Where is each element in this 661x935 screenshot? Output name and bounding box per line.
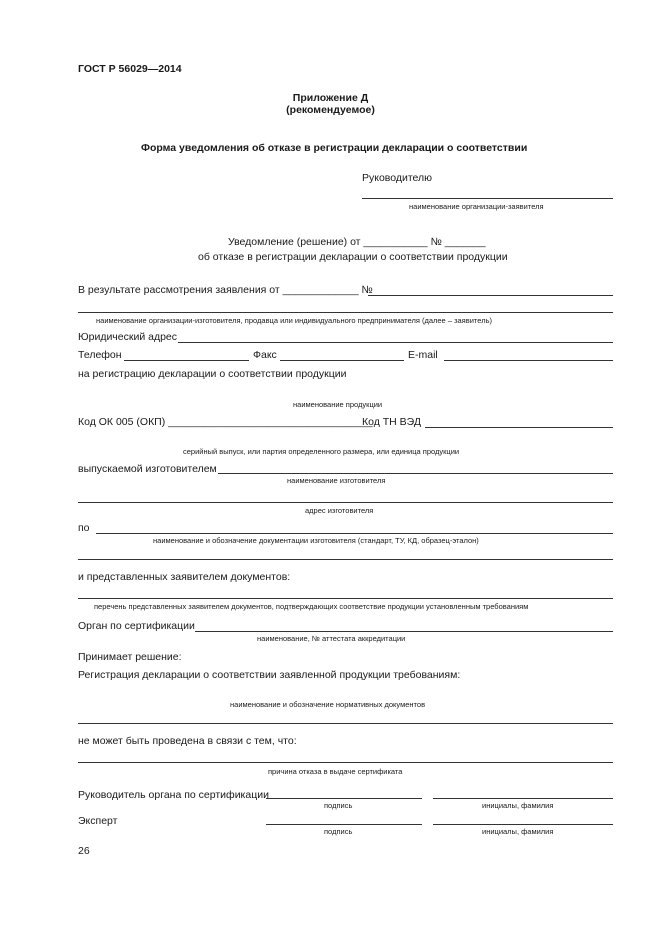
registration-label: на регистрацию декларации о соответствии продукции <box>78 368 347 380</box>
decision-label: Принимает решение: <box>78 651 182 663</box>
email-line <box>444 360 613 361</box>
legal-address-line <box>178 342 613 343</box>
serial-hint: серийный выпуск, или партия определенного размера, или единица продукции <box>183 447 460 456</box>
maker-hint: наименование изготовителя <box>287 476 386 485</box>
expert-signature-hint: подпись <box>324 827 353 836</box>
form-title: Форма уведомления об отказе в регистрации декларации о соответствии <box>141 142 528 154</box>
expert-label: Эксперт <box>78 815 118 827</box>
expert-signature-line <box>266 824 422 825</box>
cannot-be-label: не может быть проведена в связи с тем, что: <box>78 735 297 747</box>
email-label: E-mail <box>408 349 438 361</box>
fax-label: Факс <box>253 349 277 361</box>
submitted-docs-label: и представленных заявителем документов: <box>78 571 291 583</box>
legal-address-label: Юридический адрес <box>78 331 178 343</box>
maker-address-line <box>78 502 613 503</box>
head-name-line <box>433 798 613 799</box>
produced-by-label: выпускаемой изготовителем <box>78 463 217 475</box>
registration-req-label: Регистрация декларации о соответствии заявленной продукции требованиям: <box>78 669 461 681</box>
tnved-label: Код ТН ВЭД <box>362 416 421 428</box>
addressee-line <box>362 198 613 199</box>
cert-body-hint: наименование, № аттестата аккредитации <box>257 634 406 643</box>
maker-line <box>218 473 613 474</box>
maker-address-hint: адрес изготовителя <box>305 506 374 515</box>
by-label: по <box>78 522 90 534</box>
manufacturer-line <box>78 312 613 313</box>
page-number: 26 <box>78 845 90 857</box>
result-label: В результате рассмотрения заявления от _____________ № <box>78 284 373 296</box>
addressee-hint: наименование организации-заявителя <box>409 202 544 211</box>
result-line <box>368 295 613 296</box>
cert-body-label: Орган по сертификации <box>78 620 195 632</box>
notice-line-2: об отказе в регистрации декларации о соответствии продукции <box>198 251 508 263</box>
phone-line <box>124 360 249 361</box>
expert-name-hint: инициалы, фамилия <box>482 827 554 836</box>
norm-docs-line <box>78 723 613 724</box>
standard-number: ГОСТ Р 56029—2014 <box>78 63 182 75</box>
notice-line-1: Уведомление (решение) от ___________ № _______ <box>228 236 486 248</box>
expert-name-line <box>433 824 613 825</box>
head-signature-line <box>266 798 422 799</box>
docs-hint: наименование и обозначение документации изготовителя (стандарт, ТУ, КД, образец-эталон) <box>153 536 479 545</box>
submitted-docs-hint: перечень представленных заявителем документов, подтверждающих соответствие продукции установленным требованиям <box>94 602 529 611</box>
fax-line <box>280 360 404 361</box>
norm-docs-hint: наименование и обозначение нормативных документов <box>230 700 426 709</box>
cert-body-line <box>195 631 613 632</box>
reason-hint: причина отказа в выдаче сертификата <box>268 767 403 776</box>
appendix-title: Приложение Д <box>292 92 369 104</box>
addressee-label: Руководителю <box>362 172 433 184</box>
appendix-note: (рекомендуемое) <box>286 104 375 116</box>
docs-line <box>96 533 613 534</box>
head-name-hint: инициалы, фамилия <box>482 801 554 810</box>
docs-extra-line <box>78 559 613 560</box>
head-signature-label: Руководитель органа по сертификации <box>78 789 269 801</box>
manufacturer-hint: наименование организации-изготовителя, продавца или индивидуального предпринимателя (далее – заявитель) <box>96 316 492 325</box>
phone-label: Телефон <box>78 349 122 361</box>
tnved-line <box>425 427 613 428</box>
head-signature-hint: подпись <box>324 801 353 810</box>
submitted-docs-line <box>78 598 613 599</box>
product-hint: наименование продукции <box>293 400 383 409</box>
okp-label: Код ОК 005 (ОКП) ___________________________________ <box>78 416 373 428</box>
reason-line <box>78 762 613 763</box>
